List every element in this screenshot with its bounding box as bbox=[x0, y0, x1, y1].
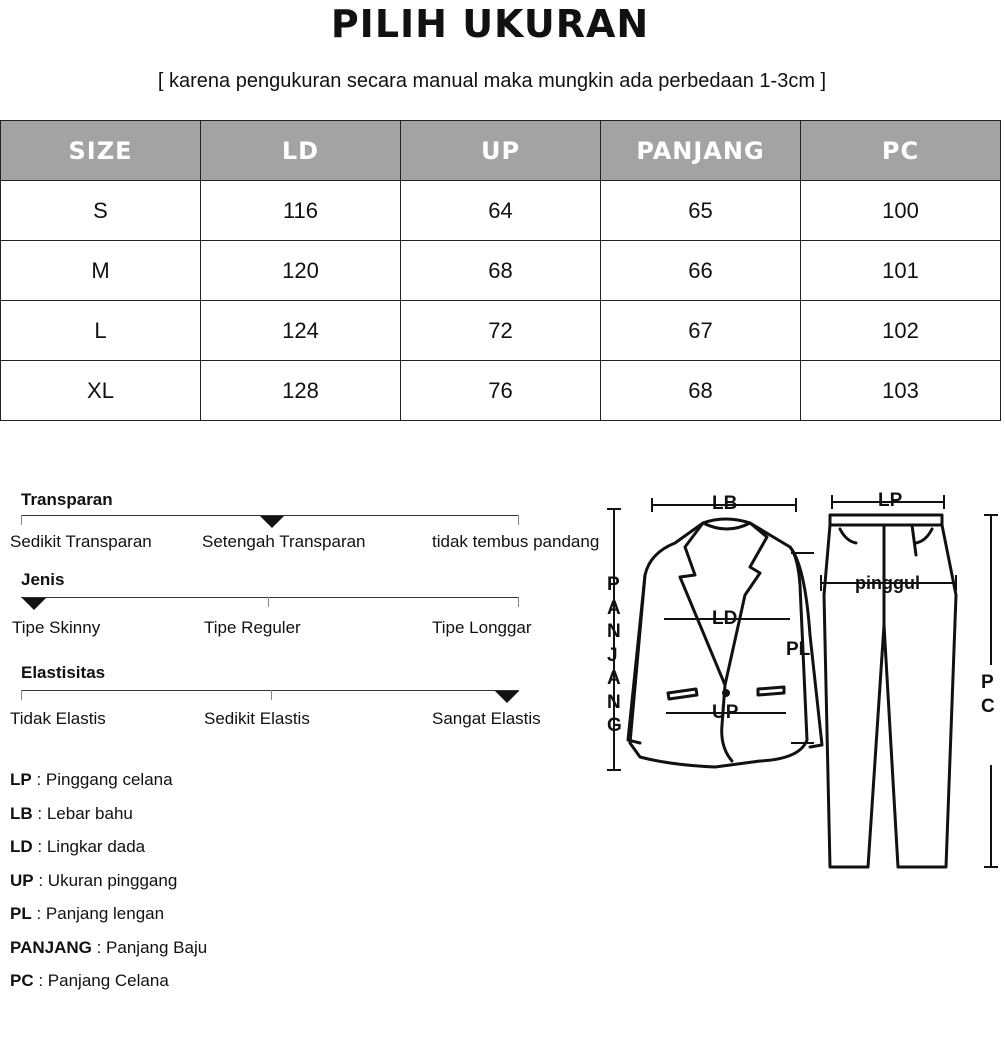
label-letter: P bbox=[607, 574, 620, 595]
table-cell: 68 bbox=[601, 361, 801, 421]
label-letter: C bbox=[981, 696, 995, 717]
legend-desc: : Panjang lengan bbox=[31, 904, 165, 923]
measurement-note: [ karena pengukuran secara manual maka mungkin ada perbedaan 1-3cm ] bbox=[157, 70, 827, 92]
table-cell: XL bbox=[1, 361, 201, 421]
scale-tick bbox=[518, 515, 519, 525]
legend-desc: : Panjang Celana bbox=[33, 971, 169, 990]
legend-desc: : Panjang Baju bbox=[91, 937, 208, 957]
measurement-diagram bbox=[600, 485, 1005, 885]
legend-item bbox=[10, 869, 207, 903]
table-cell: 128 bbox=[201, 361, 401, 421]
option-low: Sedikit Transparan bbox=[10, 532, 152, 551]
table-cell: 120 bbox=[201, 241, 401, 301]
label-letter: N bbox=[607, 621, 621, 642]
legend-abbr: PL bbox=[10, 904, 32, 923]
legend-item bbox=[10, 802, 207, 836]
legend-abbr: PC bbox=[10, 971, 34, 990]
table-cell: 100 bbox=[801, 181, 1001, 241]
fit-type-scale bbox=[0, 568, 620, 638]
label-ld: LD bbox=[712, 608, 738, 629]
scale-tick bbox=[21, 690, 22, 700]
fit-type-label: Jenis bbox=[21, 570, 65, 589]
page-title: PILIH UKURAN bbox=[330, 2, 650, 46]
label-pc bbox=[981, 671, 995, 719]
table-row bbox=[1, 241, 1001, 301]
option-mid: Sedikit Elastis bbox=[204, 709, 310, 728]
table-row bbox=[1, 181, 1001, 241]
legend-abbr: PANJANG bbox=[10, 937, 92, 957]
selected-marker-icon bbox=[22, 598, 46, 610]
scale-tick bbox=[21, 515, 22, 525]
legend-desc: : Pinggang celana bbox=[31, 770, 173, 789]
table-cell: L bbox=[1, 301, 201, 361]
col-panjang: PANJANG bbox=[601, 121, 801, 181]
label-letter: A bbox=[607, 668, 621, 689]
col-ld: LD bbox=[201, 121, 401, 181]
table-cell: 65 bbox=[601, 181, 801, 241]
legend-abbr: LP bbox=[10, 770, 32, 789]
option-low: Tipe Skinny bbox=[12, 618, 101, 637]
legend-item bbox=[10, 969, 207, 1003]
scale-line bbox=[21, 597, 519, 598]
scale-tick bbox=[268, 597, 269, 607]
table-cell: 76 bbox=[401, 361, 601, 421]
legend-item bbox=[10, 768, 207, 802]
table-cell: M bbox=[1, 241, 201, 301]
label-lp: LP bbox=[878, 490, 903, 511]
option-high: tidak tembus pandang bbox=[432, 532, 600, 551]
option-high: Sangat Elastis bbox=[432, 709, 541, 728]
size-table bbox=[0, 120, 1001, 421]
option-low: Tidak Elastis bbox=[10, 709, 106, 728]
legend-item bbox=[10, 835, 207, 869]
label-lb: LB bbox=[712, 493, 738, 514]
table-cell: 68 bbox=[401, 241, 601, 301]
label-letter: J bbox=[607, 644, 618, 666]
legend-item bbox=[10, 902, 207, 936]
legend-abbr: LD bbox=[10, 837, 33, 856]
table-cell: 67 bbox=[601, 301, 801, 361]
option-high: Tipe Longgar bbox=[432, 618, 532, 637]
table-header-row bbox=[1, 121, 1001, 181]
elasticity-scale bbox=[0, 661, 620, 736]
legend-desc: : Ukuran pinggang bbox=[33, 870, 178, 890]
col-pc: PC bbox=[801, 121, 1001, 181]
scale-tick bbox=[518, 597, 519, 607]
table-cell: 72 bbox=[401, 301, 601, 361]
legend-desc: : Lebar bahu bbox=[32, 803, 133, 823]
label-panjang bbox=[607, 573, 622, 738]
table-cell: 102 bbox=[801, 301, 1001, 361]
option-mid: Tipe Reguler bbox=[204, 618, 301, 637]
table-cell: 116 bbox=[201, 181, 401, 241]
label-up: UP bbox=[712, 702, 739, 723]
legend-desc: : Lingkar dada bbox=[32, 837, 146, 856]
table-cell: 66 bbox=[601, 241, 801, 301]
table-cell: 124 bbox=[201, 301, 401, 361]
transparency-label: Transparan bbox=[21, 490, 113, 509]
selected-marker-icon bbox=[495, 691, 519, 703]
label-pl: PL bbox=[786, 639, 811, 660]
label-letter: N bbox=[607, 691, 621, 713]
scale-line bbox=[21, 690, 519, 691]
scale-tick bbox=[271, 690, 272, 700]
col-size: SIZE bbox=[1, 121, 201, 181]
selected-marker-icon bbox=[260, 516, 284, 528]
label-letter: A bbox=[607, 597, 621, 619]
table-cell: 103 bbox=[801, 361, 1001, 421]
table-cell: S bbox=[1, 181, 201, 241]
label-pinggul: pinggul bbox=[855, 573, 920, 593]
table-cell: 101 bbox=[801, 241, 1001, 301]
label-letter: P bbox=[981, 672, 994, 693]
abbreviation-legend bbox=[10, 768, 207, 1003]
table-row bbox=[1, 361, 1001, 421]
label-letter: G bbox=[607, 715, 622, 736]
col-up: UP bbox=[401, 121, 601, 181]
garment-illustration bbox=[600, 485, 1005, 885]
table-row bbox=[1, 301, 1001, 361]
table-cell: 64 bbox=[401, 181, 601, 241]
option-mid: Setengah Transparan bbox=[202, 532, 366, 551]
legend-item bbox=[10, 936, 207, 970]
elasticity-label: Elastisitas bbox=[21, 663, 106, 682]
transparency-scale bbox=[0, 488, 620, 558]
legend-abbr: UP bbox=[10, 870, 34, 890]
legend-abbr: LB bbox=[10, 803, 33, 823]
